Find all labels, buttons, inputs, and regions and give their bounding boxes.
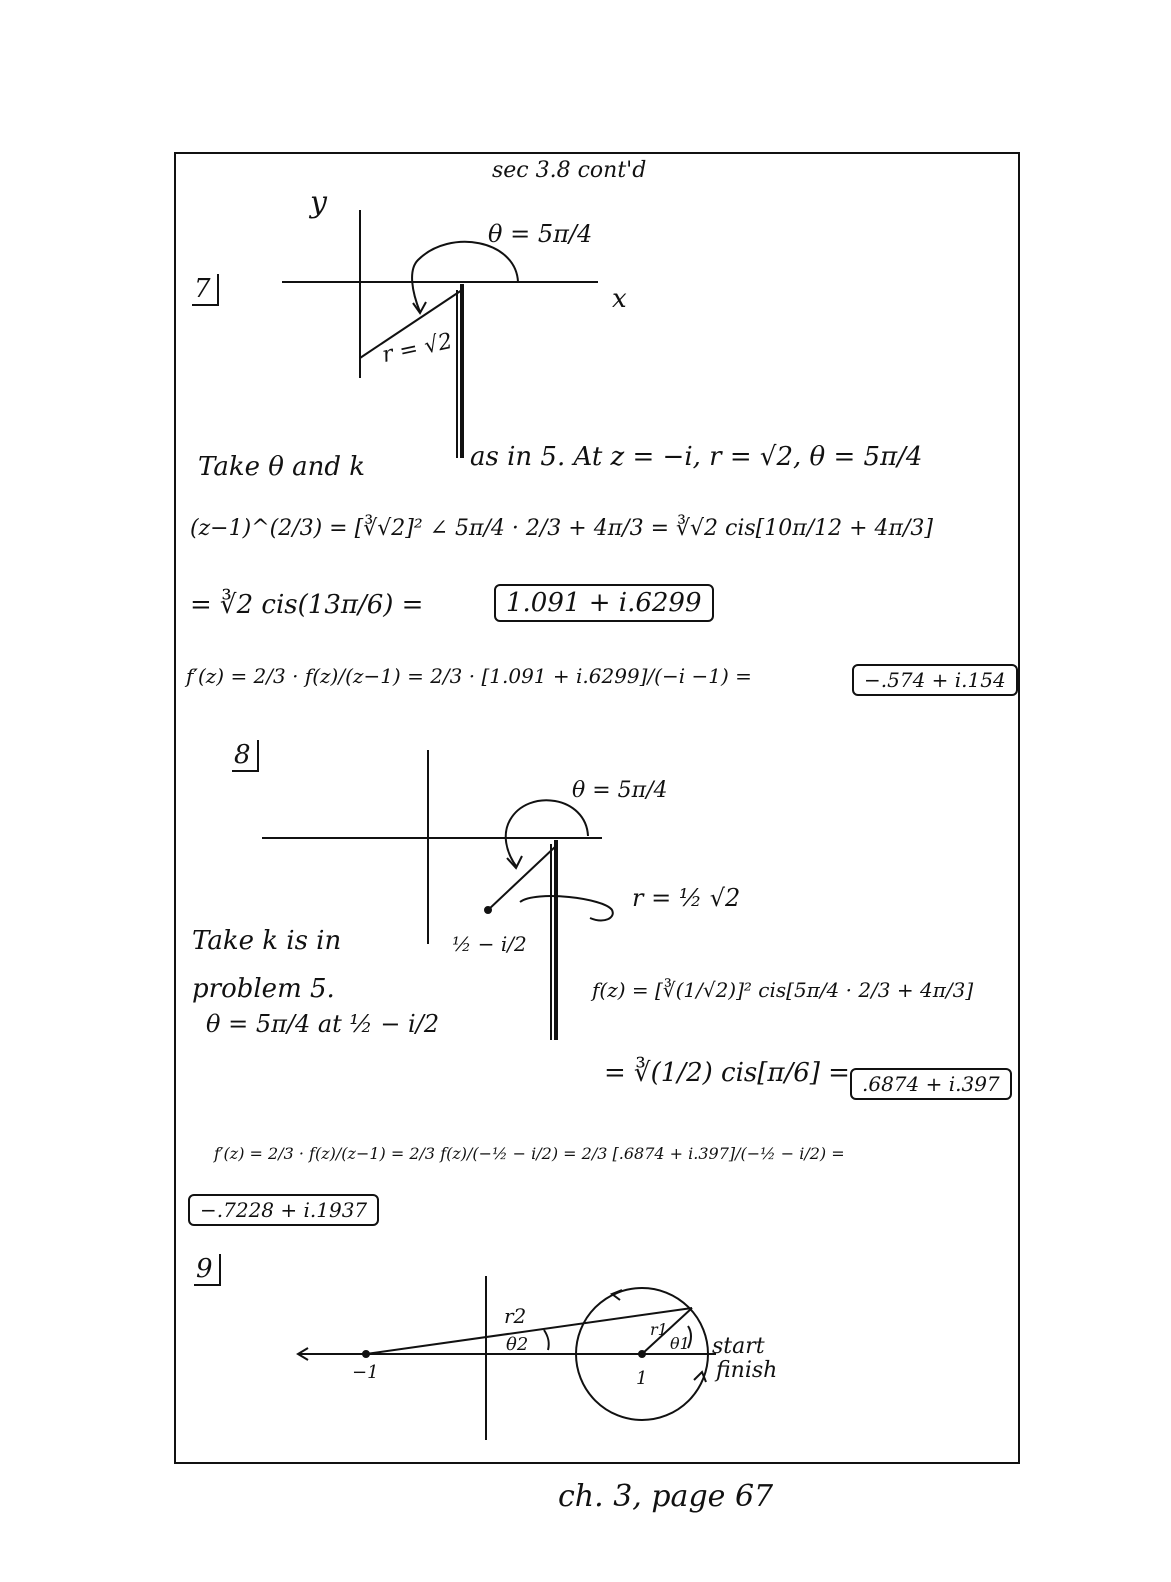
page-footer: ch. 3, page 67 <box>558 1479 774 1514</box>
p9-start: start <box>712 1334 765 1359</box>
p7-diagram <box>280 200 620 460</box>
p7-text1: Take θ and k <box>198 452 366 482</box>
p7-eq3-result: −.574 + i.154 <box>852 664 1018 696</box>
p7-eq2-result: 1.091 + i.6299 <box>494 584 714 622</box>
problem-8-label: 8 <box>232 740 259 772</box>
p7-axis-x: x <box>612 284 627 314</box>
p8-eq2-result: .6874 + i.397 <box>850 1068 1012 1100</box>
p7-eq3: f′(z) = 2/3 · f(z)/(z−1) = 2/3 · [1.091 + i.6299]/(−i −1) = <box>186 664 752 688</box>
p9-theta1: θ1 <box>670 1334 690 1353</box>
p8-eq1: f(z) = [∛(1/√2)]² cis[5π/4 · 2/3 + 4π/3] <box>592 978 974 1002</box>
p8-theta: θ = 5π/4 <box>572 778 668 803</box>
p9-r1: r1 <box>650 1320 668 1339</box>
problem-7-label: 7 <box>192 274 219 306</box>
p7-theta: θ = 5π/4 <box>488 220 593 248</box>
p7-r: r = √2 <box>380 328 455 369</box>
p8-text1: Take k is in <box>192 926 342 956</box>
p8-r: r = ½ √2 <box>632 884 741 912</box>
p8-text2: problem 5. <box>192 974 335 1004</box>
p9-finish: finish <box>716 1358 778 1383</box>
p7-eq1: (z−1)^(2/3) = [∛√2]² ∠ 5π/4 · 2/3 + 4π/3 = ∛√2 cis[10π/12 + 4π/3] <box>190 516 933 541</box>
p8-point-label: ½ − i/2 <box>452 932 527 956</box>
p9-r2: r2 <box>504 1304 527 1328</box>
section-header: sec 3.8 cont'd <box>492 158 647 183</box>
p9-diagram <box>296 1268 726 1448</box>
p7-axis-y: y <box>310 185 327 220</box>
p8-eq2: = ∛(1/2) cis[π/6] = <box>604 1058 850 1088</box>
p9-theta2: θ2 <box>506 1334 529 1355</box>
p8-text3: θ = 5π/4 at ½ − i/2 <box>206 1010 440 1038</box>
p9-one: 1 <box>636 1368 648 1389</box>
p8-eq3-result: −.7228 + i.1937 <box>188 1194 379 1226</box>
p7-eq2-left: = ∛2 cis(13π/6) = <box>190 590 424 620</box>
p7-text2: as in 5. At z = −i, r = √2, θ = 5π/4 <box>470 442 923 472</box>
problem-9-label: 9 <box>194 1254 221 1286</box>
p9-minus-one: −1 <box>352 1362 379 1383</box>
p8-eq3: f′(z) = 2/3 · f(z)/(z−1) = 2/3 f(z)/(−½ − i/2) = 2/3 [.6874 + i.397]/(−½ − i/2) = <box>214 1144 845 1163</box>
